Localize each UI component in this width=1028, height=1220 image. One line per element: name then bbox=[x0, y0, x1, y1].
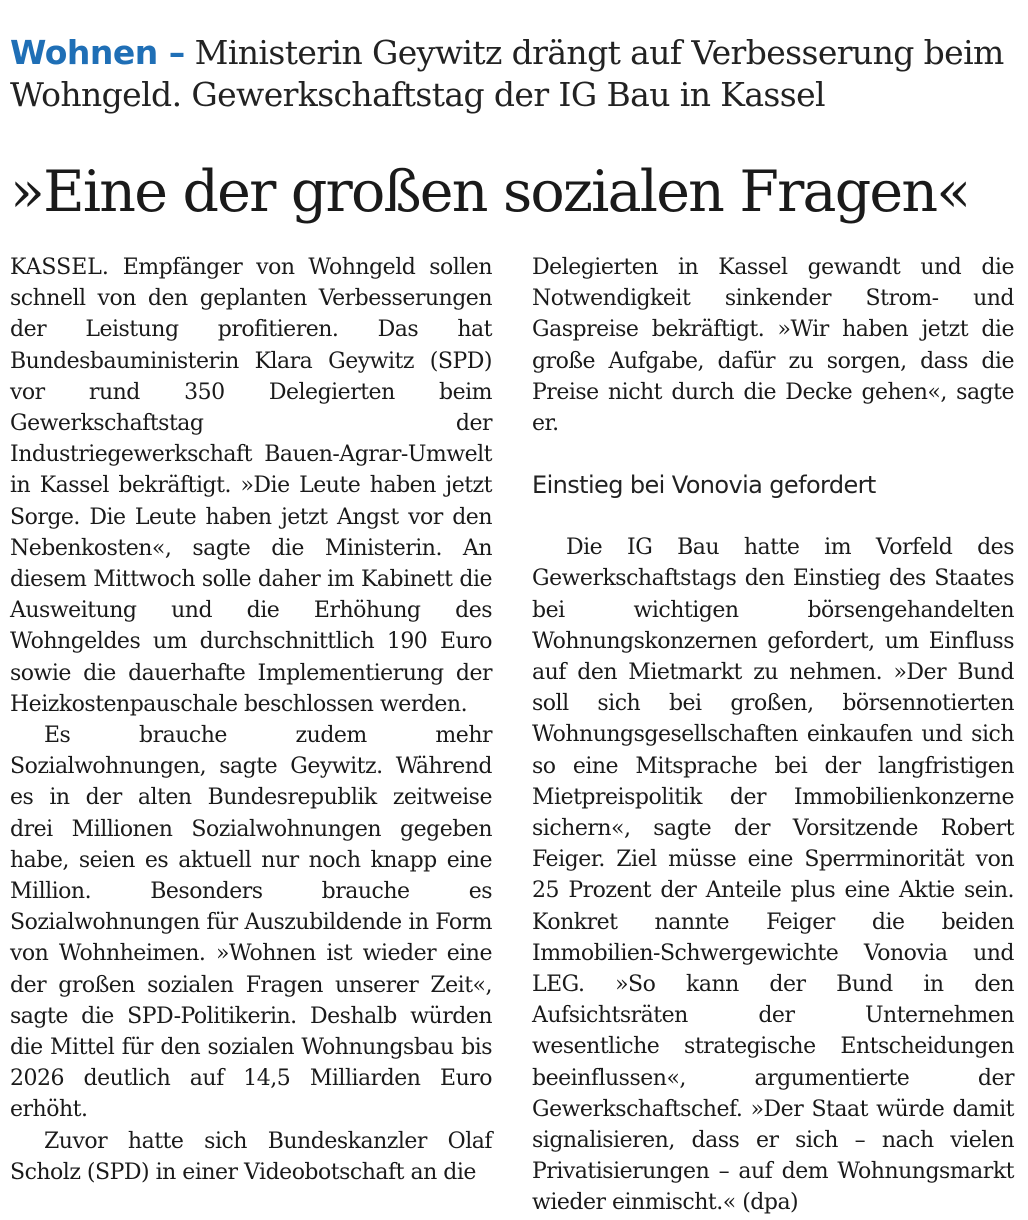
paragraph-1 bbox=[10, 252, 492, 720]
article-subhead: Einstieg bei Vonovia gefordert bbox=[532, 471, 876, 500]
article-kicker bbox=[10, 32, 1020, 116]
paragraph-3-continued: Delegierten in Kassel gewandt und die Notwendigkeit sinkender Strom- und Gaspreise bekräftigt. »Wir haben jetzt die große Aufgabe, dafür zu sorgen, dass die Preise nicht durch die Decke gehen«, sagte er. bbox=[532, 255, 1014, 437]
dateline: KASSEL. bbox=[10, 255, 109, 280]
article-headline: »Eine der großen sozialen Fragen« bbox=[10, 159, 970, 225]
paragraph-2: Es brauche zudem mehr Sozialwohnungen, sagte Geywitz. Während es in der alten Bundesrepublik zeitweise drei Millionen Sozialwohnungen gegeben habe, seien es aktuell nur noch knapp eine Million. Besonders brauche es Sozialwohnungen für Auszubildende in Form von Wohnheimen. »Wohnen ist wieder eine der großen sozialen Fragen unserer Zeit«, sagte die SPD-Politikerin. Deshalb würden die Mittel für den sozialen Wohnungsbau bis 2026 deutlich auf 14,5 Milliarden Euro erhöht. bbox=[10, 723, 492, 1123]
article-column-left bbox=[10, 252, 492, 1188]
article-column-right bbox=[532, 252, 1014, 1219]
paragraph-1-text: Empfänger von Wohngeld sollen schnell von den geplanten Verbesserungen der Leistung profitieren. Das hat Bundesbauministerin Klara Geywitz (SPD) vor rund 350 Delegierten beim Gewerkschaftstag der Industriegewerkschaft Bauen-Agrar-Umwelt in Kassel bekräftigt. »Die Leute haben jetzt Sorge. Die Leute haben jetzt Angst vor den Nebenkosten«, sagte die Ministerin. An diesem Mittwoch solle daher im Kabinett die Ausweitung und die Erhöhung des Wohngeldes um durchschnittlich 190 Euro sowie die dauerhafte Implementierung der Heizkostenpauschale beschlossen werden. bbox=[10, 255, 492, 717]
paragraph-3: Zuvor hatte sich Bundeskanzler Olaf Scholz (SPD) in einer Videobotschaft an die bbox=[10, 1128, 492, 1185]
kicker-topic: Wohnen – bbox=[10, 33, 185, 72]
kicker-text: Ministerin Geywitz drängt auf Verbesserung beim Wohngeld. Gewerkschaftstag der IG Bau in Kassel bbox=[10, 33, 1004, 114]
paragraph-4: Die IG Bau hatte im Vorfeld des Gewerkschaftstags den Einstieg des Staates bei wichtigen börsengehandelten Wohnungskonzernen gefordert, um Einfluss auf den Mietmarkt zu nehmen. »Der Bund soll sich bei großen, börsennotierten Wohnungsgesellschaften einkaufen und sich so eine Mitsprache bei der langfristigen Mietpreispolitik der Immobilienkonzerne sichern«, sagte der Vorsitzende Robert Feiger. Ziel müsse eine Sperrminorität von 25 Prozent der Anteile plus eine Aktie sein. Konkret nannte Feiger die beiden Immobilien-Schwergewichte Vonovia und LEG. »So kann der Bund in den Aufsichtsräten der Unternehmen wesentliche strategische Entscheidungen beeinflussen«, argumentierte der Gewerkschaftschef. »Der Staat würde damit signalisieren, dass er sich – nach vielen Privatisierungen – auf dem Wohnungsmarkt wieder einmischt.« (dpa) bbox=[532, 535, 1014, 1216]
